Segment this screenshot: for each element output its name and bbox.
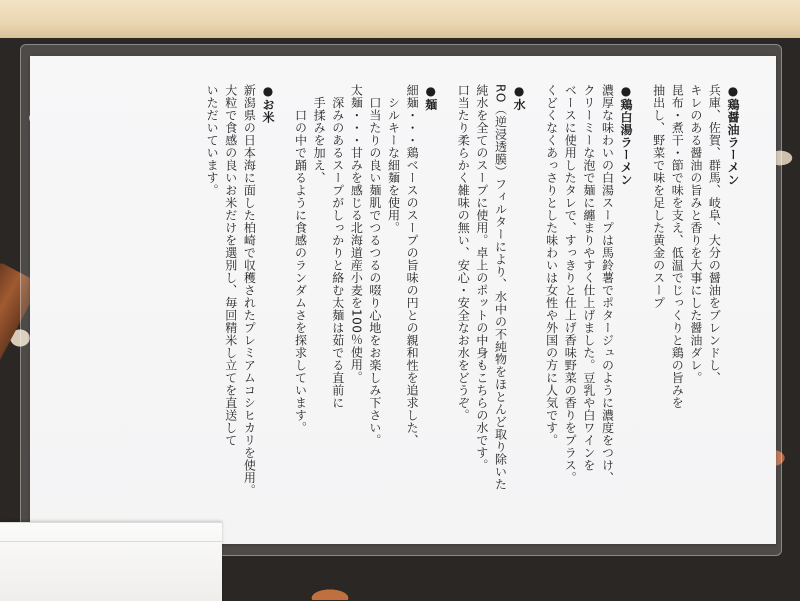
section-heading: ●鶏醤油ラーメン xyxy=(726,84,740,186)
section-line: 太麺・・・甘みを感じる北海道産小麦を100％使用。 xyxy=(349,84,364,384)
section-line: シルキーな細麺を使用。 xyxy=(386,84,401,234)
section-heading: ●水 xyxy=(512,84,527,111)
section-line: 兵庫、佐賀、群馬、岐阜、大分の醤油をブレンドし、 xyxy=(707,84,722,384)
section-line: 口の中で踊るように食感のランダムさを探求しています。 xyxy=(293,84,308,434)
section-line: 大粒で食感の良いお米だけを選別し、毎回精米し立てを直送して xyxy=(223,84,238,447)
section-line: いただいています。 xyxy=(205,84,220,197)
wooden-shelf xyxy=(0,0,800,40)
section-line: 濃厚な味わいの白湯スープは馬鈴薯でポタージュのように濃度をつけ、 xyxy=(600,84,615,484)
section-line: くどくなくあっさりとした味わいは女性や外国の方に人気です。 xyxy=(544,84,559,447)
paper-napkin xyxy=(0,522,222,601)
section-line: 細麺・・・鶏ベースのスープの旨味の円との親和性を追求した、 xyxy=(405,84,420,447)
napkin-fold xyxy=(0,541,222,542)
menu-text xyxy=(203,84,742,524)
section-heading: ●鶏白湯ラーメン xyxy=(619,84,634,186)
section-line: 純水を全てのスープに使用。卓上のポットの中身もこちらの水です。 xyxy=(474,84,489,472)
section-heading: ●お米 xyxy=(260,84,275,124)
section-line: 深みのあるスープがしっかりと絡む太麺は茹でる直前に xyxy=(330,84,345,409)
section-line: 口当たり柔らかく雑味の無い、安心・安全なお水をどうぞ。 xyxy=(456,84,471,422)
section-line: クリーミーな泡で麺に纏まりやすく仕上げました。豆乳や白ワインを xyxy=(581,84,596,472)
section-line: 口当たりの良い麺肌でつるつるの啜り心地をお楽しみ下さい。 xyxy=(367,84,382,447)
section-line: 新潟県の日本海に面した柏崎で収穫されたプレミアムコシヒカリを使用。 xyxy=(242,84,257,497)
section-line: RO（逆浸透膜）フィルターにより、水中の不純物をほとんど取り除いた xyxy=(493,84,508,491)
section-line: 抽出し、野菜で味を足した黄金のスープ xyxy=(651,84,666,309)
section-line: 手揉みを加え、 xyxy=(312,84,327,184)
section-line: 昆布・煮干・節で味を支え、低温でじっくりと鶏の旨みを xyxy=(670,84,685,409)
section-line: キレのある醤油の旨みと香りを大事にした醤油ダレ。 xyxy=(688,84,703,384)
menu-paper xyxy=(30,56,776,544)
section-heading: ●麺 xyxy=(423,84,438,111)
section-line: ベースに使用したタレで、すっきりと仕上げ香味野菜の香りをプラス。 xyxy=(563,84,578,484)
